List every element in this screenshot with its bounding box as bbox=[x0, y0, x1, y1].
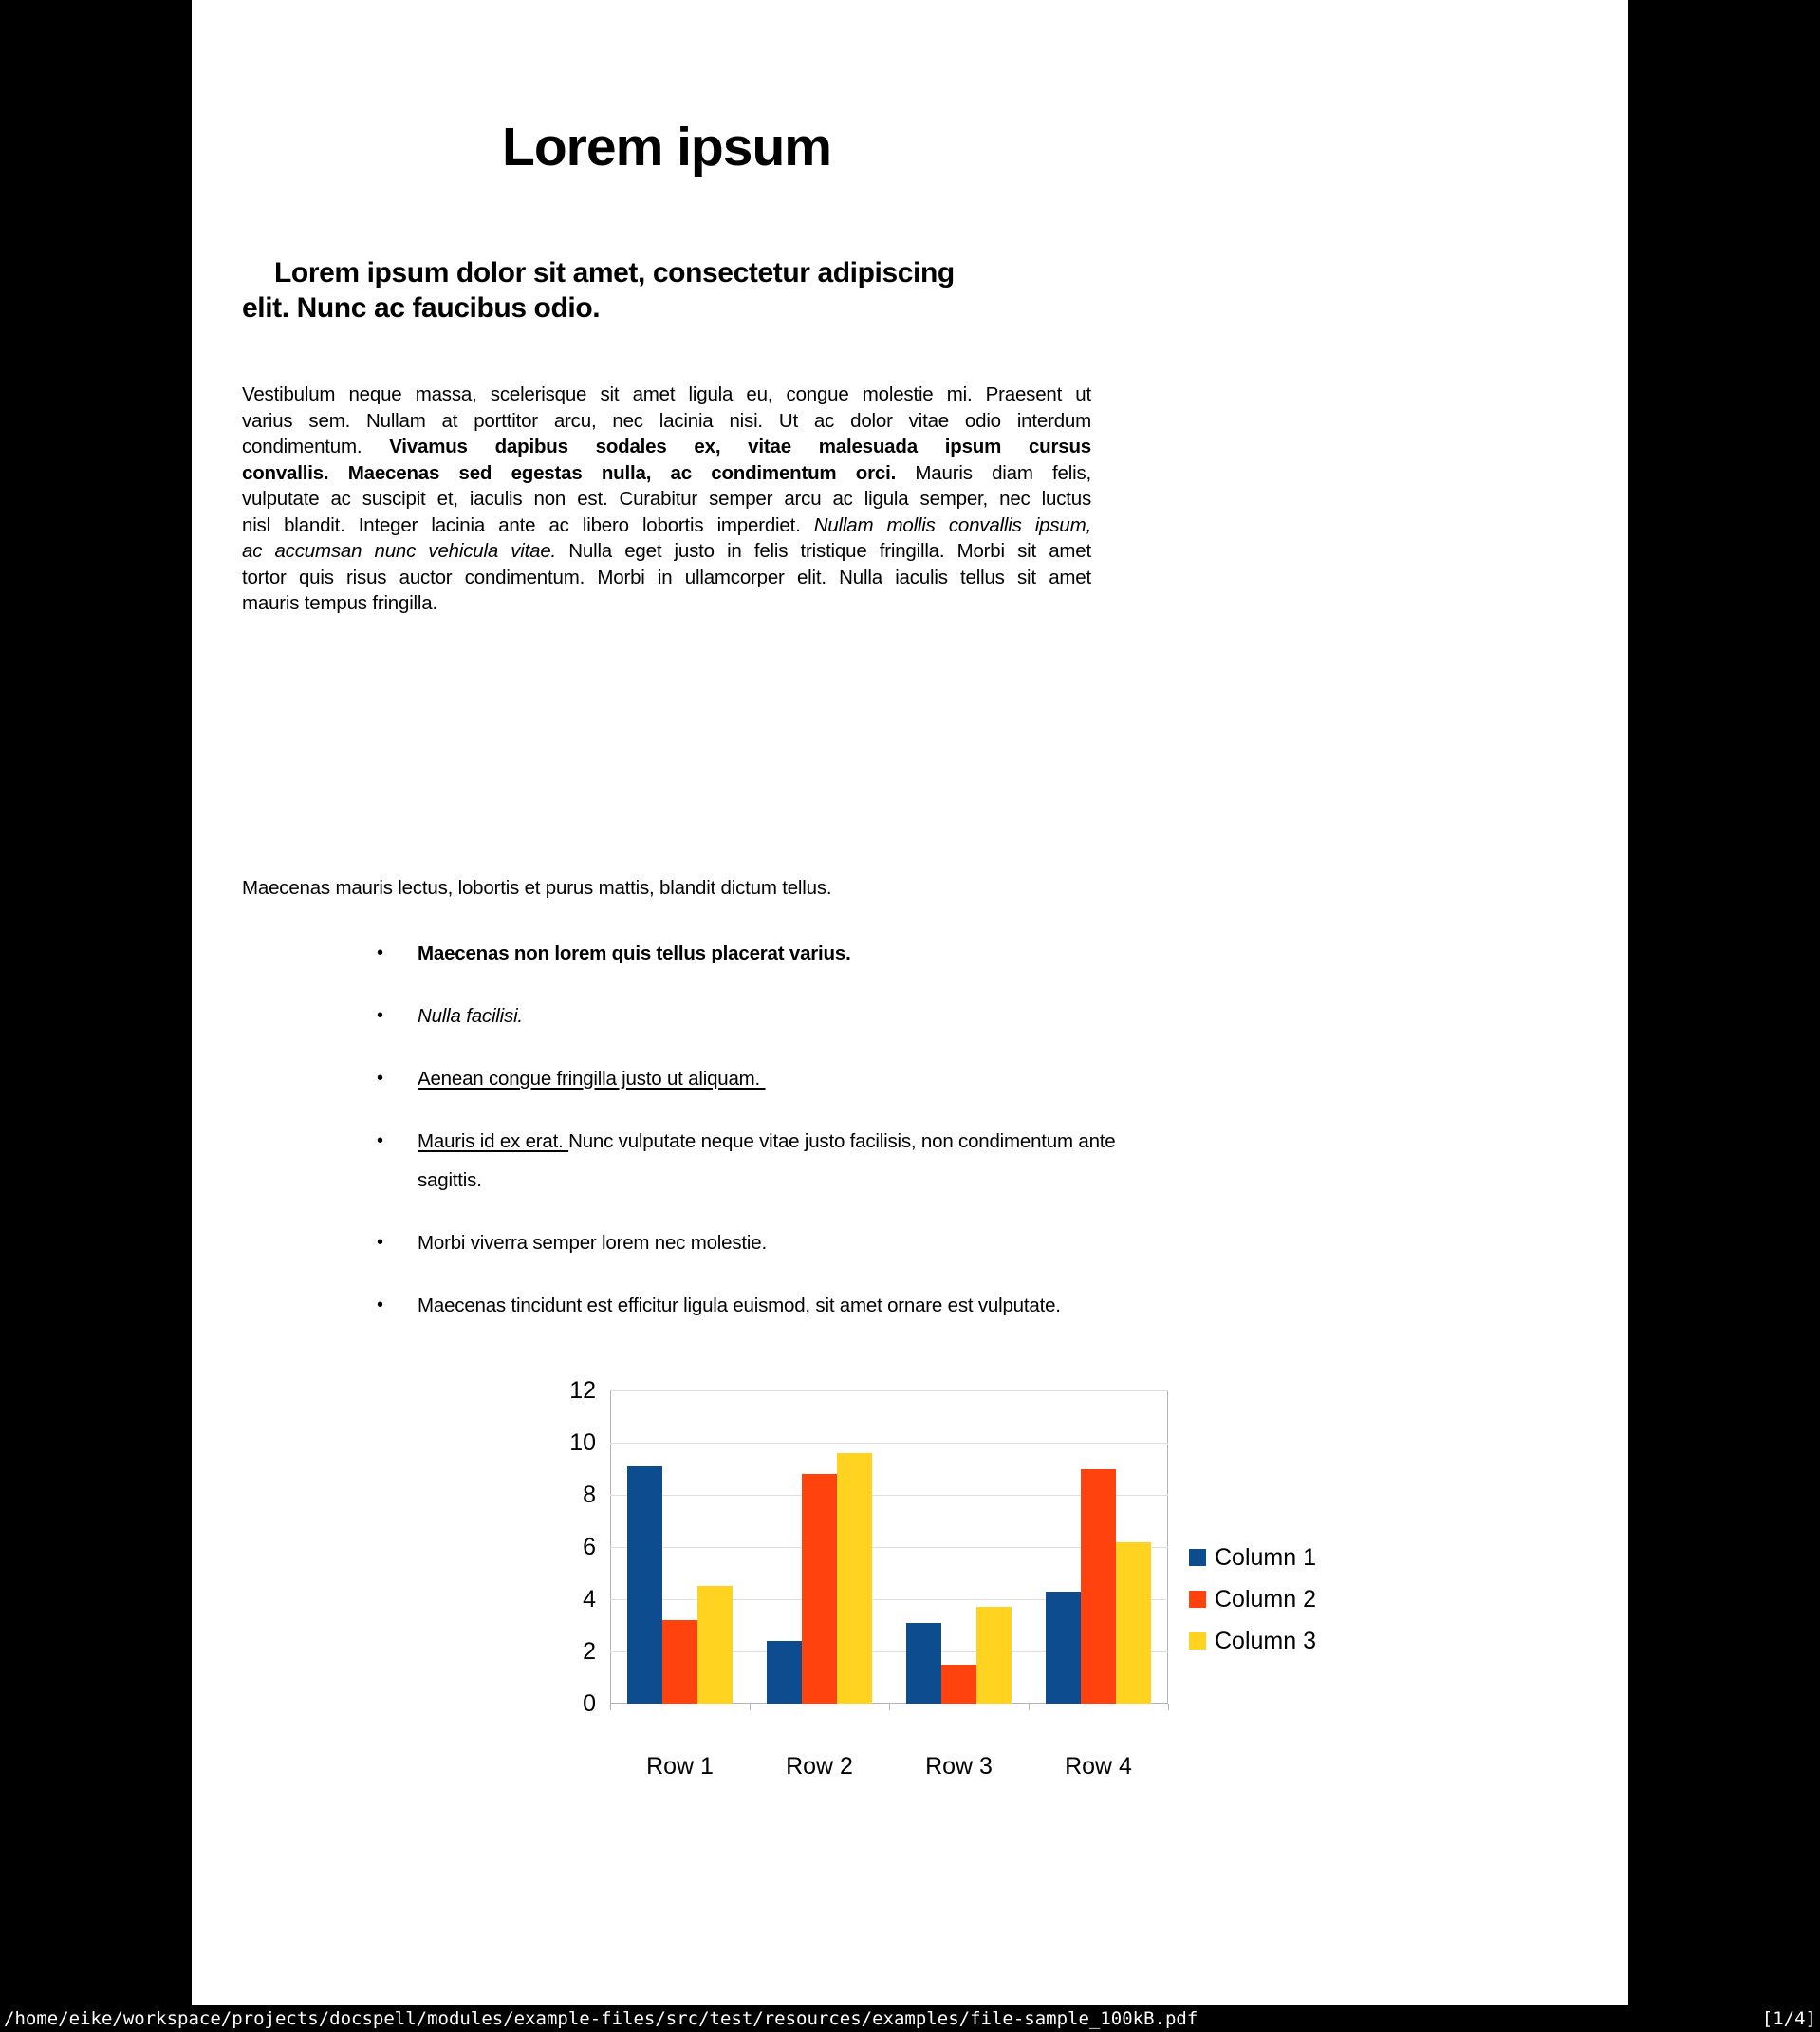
list-item bbox=[242, 1286, 1101, 1325]
category-tick bbox=[889, 1704, 890, 1710]
text-run: ac accumsan nunc vehicula vitae. bbox=[242, 540, 569, 562]
list-item bbox=[242, 934, 1101, 973]
text-run: Nulla facilisi. bbox=[418, 1005, 523, 1027]
list-item bbox=[242, 1059, 1101, 1098]
text-line bbox=[418, 1161, 1101, 1200]
text-run: sagittis. bbox=[418, 1169, 482, 1191]
document-page[interactable] bbox=[192, 0, 1628, 2005]
legend-swatch bbox=[1189, 1591, 1206, 1608]
text-line bbox=[418, 1122, 1116, 1161]
text-run: condimentum. bbox=[242, 436, 390, 457]
text-run: Vestibulum neque massa, scelerisque sit amet ligula eu, congue molestie mi. Praesent ut bbox=[242, 383, 1091, 405]
y-axis-tick-label: 4 bbox=[583, 1586, 596, 1613]
text-line bbox=[242, 408, 1091, 435]
list-item-text bbox=[418, 1122, 1116, 1200]
category-tick bbox=[750, 1704, 751, 1710]
category-tick bbox=[1168, 1704, 1169, 1710]
document-heading bbox=[242, 255, 1096, 326]
text-line bbox=[418, 1223, 1101, 1262]
y-axis-tick-label: 10 bbox=[569, 1429, 596, 1456]
text-line bbox=[418, 934, 1101, 973]
y-axis-tick-label: 8 bbox=[583, 1482, 596, 1508]
bullet-icon: • bbox=[377, 1005, 383, 1026]
text-run: Nulla eget justo in felis tristique fringilla. Morbi sit amet bbox=[568, 540, 1091, 562]
statusbar bbox=[0, 2005, 1820, 2032]
text-run: convallis. Maecenas sed egestas nulla, ac condimentum orci. bbox=[242, 461, 897, 484]
bar-row2-column3 bbox=[837, 1453, 872, 1704]
legend-label: Column 1 bbox=[1215, 1544, 1316, 1571]
page-indicator: [1/4] bbox=[1761, 2008, 1816, 2029]
bar-row4-column2 bbox=[1081, 1469, 1116, 1705]
x-axis-label: Row 2 bbox=[786, 1753, 853, 1780]
legend-swatch bbox=[1189, 1632, 1206, 1650]
text-run: varius sem. Nullam at porttitor arcu, nec lacinia nisi. Ut ac dolor vitae odio interdum bbox=[242, 409, 1091, 432]
bar-row4-column3 bbox=[1116, 1542, 1151, 1705]
x-axis-label: Row 1 bbox=[646, 1753, 714, 1780]
bullet-icon: • bbox=[377, 1068, 383, 1089]
text-run: Maecenas non lorem quis tellus placerat varius. bbox=[418, 942, 851, 964]
text-run: Nunc vulputate neque vitae justo facilisis, non condimentum ante bbox=[568, 1130, 1116, 1152]
text-run: nisl blandit. Integer lacinia ante ac libero lobortis imperdiet. bbox=[242, 513, 814, 536]
text-run: Mauris id ex erat. bbox=[418, 1130, 569, 1152]
x-axis-label: Row 4 bbox=[1065, 1753, 1132, 1780]
y-axis-tick-label: 2 bbox=[583, 1638, 596, 1665]
y-axis-tick-label: 12 bbox=[569, 1377, 596, 1404]
list-item bbox=[242, 997, 1101, 1035]
bar-row1-column2 bbox=[662, 1620, 697, 1704]
list-item-text bbox=[418, 997, 1101, 1035]
bar-row3-column1 bbox=[906, 1623, 941, 1704]
text-run: Morbi viverra semper lorem nec molestie. bbox=[418, 1232, 767, 1254]
text-line bbox=[242, 434, 1091, 460]
bullet-list bbox=[242, 934, 1116, 1349]
bar-chart bbox=[569, 1376, 1385, 1813]
bar-row2-column2 bbox=[802, 1474, 837, 1704]
x-axis-label: Row 3 bbox=[925, 1753, 993, 1780]
text-line bbox=[418, 997, 1101, 1035]
legend-swatch bbox=[1189, 1549, 1206, 1566]
bar-row3-column3 bbox=[976, 1607, 1012, 1704]
text-run: Vivamus dapibus sodales ex, vitae malesuada ipsum cursus bbox=[389, 436, 1091, 457]
legend-label: Column 3 bbox=[1215, 1628, 1316, 1654]
file-path: /home/eike/workspace/projects/docspell/modules/example-files/src/test/resources/examples/file-sample_100kB.pdf bbox=[4, 2008, 1198, 2029]
text-line bbox=[242, 565, 1091, 591]
text-run: mauris tempus fringilla. bbox=[242, 592, 437, 614]
text-line bbox=[418, 1059, 1101, 1098]
heading-line: Lorem ipsum dolor sit amet, consectetur adipiscing bbox=[274, 257, 955, 289]
text-line bbox=[242, 460, 1091, 487]
bullet-icon: • bbox=[377, 1232, 383, 1253]
bullet-icon: • bbox=[377, 1130, 383, 1151]
text-line bbox=[242, 590, 1091, 617]
category-tick bbox=[610, 1704, 611, 1710]
list-item bbox=[242, 1122, 1116, 1200]
category-tick bbox=[1029, 1704, 1030, 1710]
lead-sentence: Maecenas mauris lectus, lobortis et purus mattis, blandit dictum tellus. bbox=[242, 877, 832, 899]
bullet-icon: • bbox=[377, 942, 383, 963]
heading-line: elit. Nunc ac faucibus odio. bbox=[242, 292, 601, 324]
body-paragraph bbox=[242, 382, 1091, 617]
text-run: tortor quis risus auctor condimentum. Morbi in ullamcorper elit. Nulla iaculis tellus sit amet bbox=[242, 566, 1091, 588]
y-axis-tick-label: 0 bbox=[583, 1690, 596, 1717]
text-line bbox=[242, 486, 1091, 513]
text-run: Mauris diam felis, bbox=[896, 461, 1091, 484]
text-line bbox=[242, 382, 1091, 408]
gridline bbox=[610, 1443, 1168, 1444]
gridline bbox=[610, 1390, 1168, 1391]
bar-row1-column1 bbox=[627, 1466, 662, 1704]
document-title: Lorem ipsum bbox=[502, 117, 831, 177]
list-item-text bbox=[418, 1286, 1101, 1325]
bar-row4-column1 bbox=[1046, 1592, 1081, 1704]
list-item bbox=[242, 1223, 1101, 1262]
list-item-text bbox=[418, 1223, 1101, 1262]
bar-row1-column3 bbox=[697, 1586, 733, 1704]
bullet-icon: • bbox=[377, 1295, 383, 1315]
text-line bbox=[418, 1286, 1101, 1325]
text-run: vulputate ac suscipit et, iaculis non est. Curabitur semper arcu ac ligula semper, nec luctus bbox=[242, 488, 1091, 510]
legend-label: Column 2 bbox=[1215, 1586, 1316, 1613]
bar-row2-column1 bbox=[767, 1641, 802, 1704]
y-axis-tick-label: 6 bbox=[583, 1534, 596, 1560]
text-line bbox=[242, 513, 1091, 539]
bar-row3-column2 bbox=[941, 1665, 976, 1704]
text-run: Maecenas tincidunt est efficitur ligula euismod, sit amet ornare est vulputate. bbox=[418, 1295, 1061, 1316]
list-item-text bbox=[418, 934, 1101, 973]
list-item-text bbox=[418, 1059, 1101, 1098]
text-line bbox=[242, 538, 1091, 565]
text-run: Aenean congue fringilla justo ut aliquam. bbox=[418, 1068, 766, 1090]
text-run: Nullam mollis convallis ipsum, bbox=[813, 513, 1091, 536]
